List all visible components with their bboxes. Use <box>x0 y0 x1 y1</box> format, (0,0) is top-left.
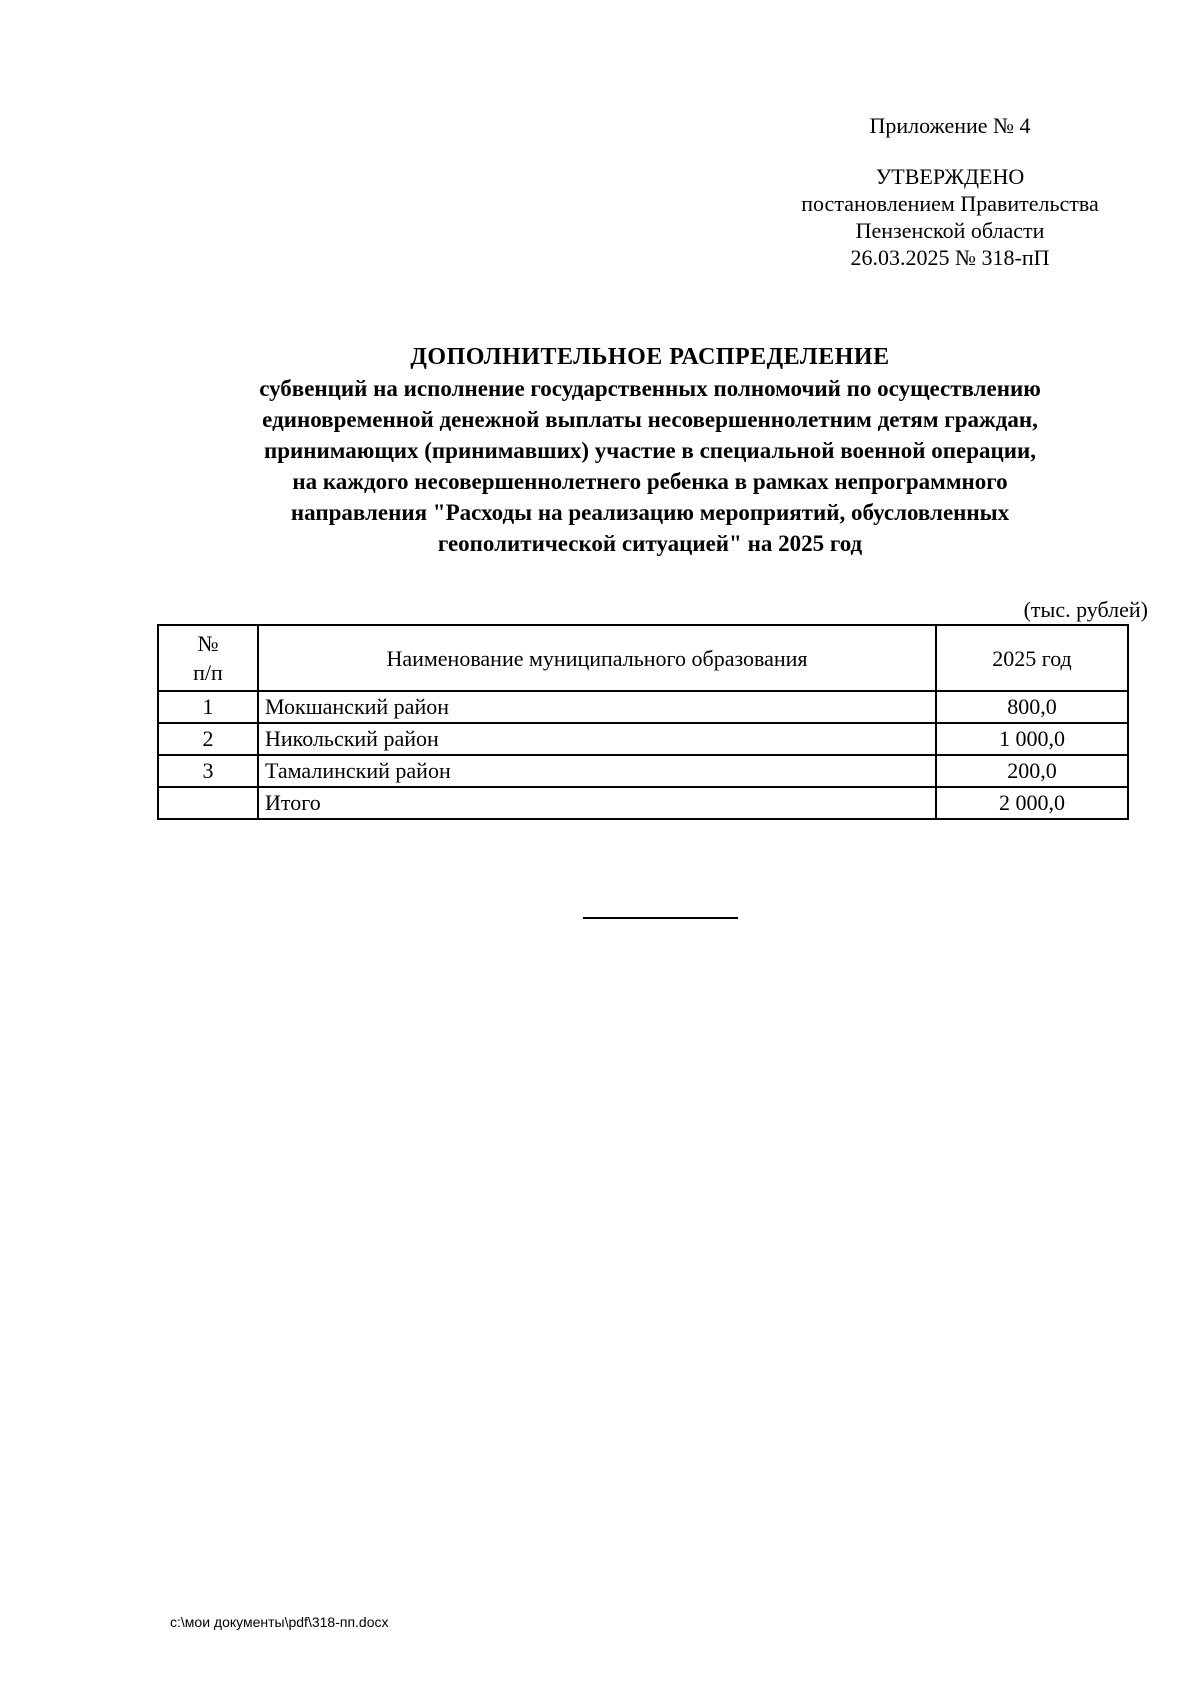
heading-line: направления "Расходы на реализацию мероприятий, обусловленных <box>290 500 1010 525</box>
header-year: 2025 год <box>936 625 1128 691</box>
row-value: 1 000,0 <box>936 723 1128 755</box>
approved-by-line: постановлением Правительства <box>801 191 1099 216</box>
heading-line: субвенций на исполнение государственных полномочий по осуществлению <box>259 376 1041 401</box>
row-municipality: Мокшанский район <box>258 691 936 723</box>
total-value: 2 000,0 <box>936 787 1128 819</box>
separator-line <box>583 917 738 919</box>
heading-line: единовременной денежной выплаты несовершеннолетним детям граждан, <box>262 407 1038 432</box>
row-value: 200,0 <box>936 755 1128 787</box>
table-row <box>158 755 1128 787</box>
approved-region-line: Пензенской области <box>855 218 1045 243</box>
table-header-row <box>158 625 1128 691</box>
header-number-pp: п/п <box>193 660 223 685</box>
heading-line: на каждого несовершеннолетнего ребенка в рамках непрограммного <box>292 469 1008 494</box>
table-total-row <box>158 787 1128 819</box>
approved-label: УТВЕРЖДЕНО <box>875 164 1025 189</box>
header-municipality: Наименование муниципального образования <box>258 625 936 691</box>
distribution-table <box>157 624 1129 820</box>
total-label: Итого <box>258 787 936 819</box>
header-number <box>158 625 258 691</box>
approval-date-number: 26.03.2025 № 318-пП <box>850 245 1050 270</box>
row-number: 2 <box>158 723 258 755</box>
row-number: 1 <box>158 691 258 723</box>
total-number <box>158 787 258 819</box>
units-label: (тыс. рублей) <box>1023 597 1148 622</box>
row-municipality: Тамалинский район <box>258 755 936 787</box>
document-heading <box>150 342 1150 559</box>
table-row <box>158 691 1128 723</box>
document-title: ДОПОЛНИТЕЛЬНОЕ РАСПРЕДЕЛЕНИЕ <box>410 344 890 370</box>
header-number-sign: № <box>197 631 219 656</box>
row-value: 800,0 <box>936 691 1128 723</box>
approval-block <box>780 112 1120 271</box>
heading-line: геополитической ситуацией" на 2025 год <box>437 531 863 556</box>
file-path-footer: c:\мои документы\pdf\318-пп.docx <box>170 1614 389 1630</box>
row-number: 3 <box>158 755 258 787</box>
row-municipality: Никольский район <box>258 723 936 755</box>
heading-line: принимающих (принимавших) участие в специальной военной операции, <box>263 438 1037 463</box>
appendix-label: Приложение № 4 <box>869 113 1031 138</box>
table-row <box>158 723 1128 755</box>
